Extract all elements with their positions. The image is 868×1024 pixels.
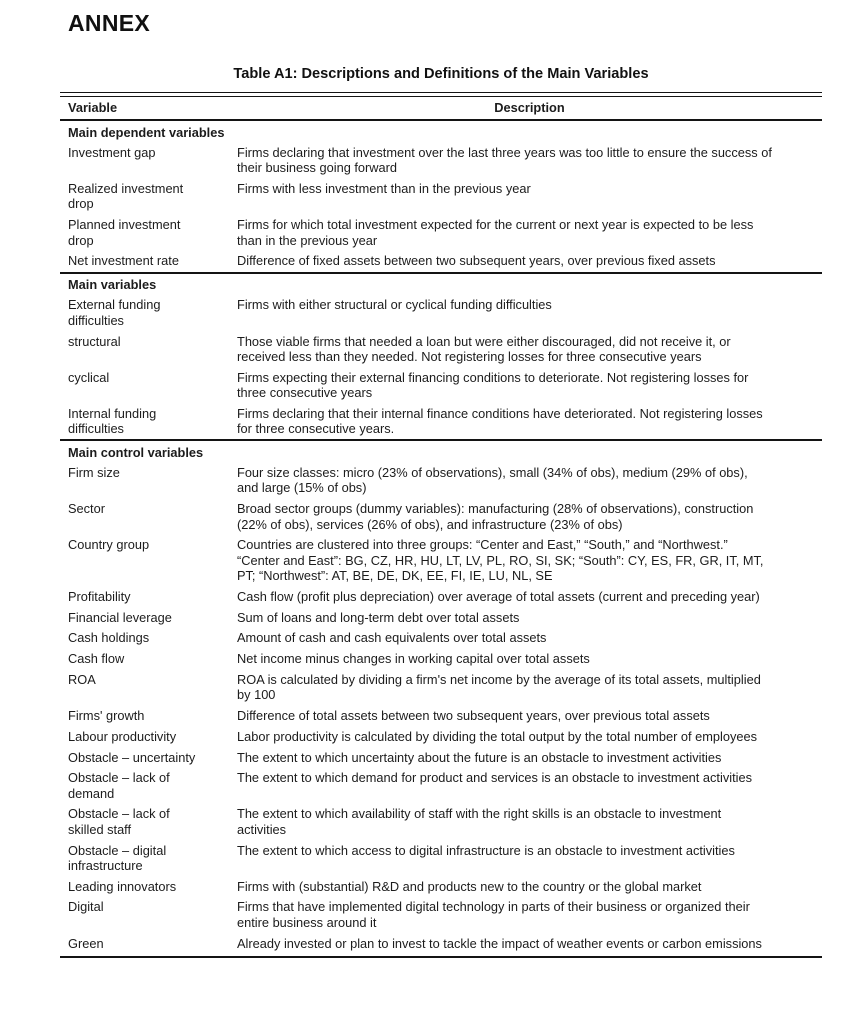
table-row bbox=[60, 669, 822, 705]
column-header-description: Description bbox=[494, 100, 565, 115]
table-row bbox=[60, 251, 822, 272]
variable-cell: Net investment rate bbox=[68, 253, 179, 269]
variable-cell: Realized investment drop bbox=[68, 181, 184, 212]
table-header-row bbox=[60, 97, 822, 121]
variable-cell: Planned investment drop bbox=[68, 217, 181, 248]
description-cell: Already invested or plan to invest to tackle the impact of weather events or carbon emissions bbox=[237, 935, 762, 951]
table-row bbox=[60, 586, 822, 607]
description-cell: The extent to which access to digital infrastructure is an obstacle to investment activities bbox=[237, 842, 735, 858]
description-cell: Firms declaring that their internal finance conditions have deteriorated. Not registering losses for three consecutive years. bbox=[237, 405, 763, 437]
section-header: Main control variables bbox=[60, 439, 822, 462]
variable-cell: Obstacle – uncertainty bbox=[68, 749, 196, 765]
description-cell: Firms expecting their external financing conditions to deteriorate. Not registering losses for three consecutive years bbox=[237, 369, 749, 400]
table-row bbox=[60, 726, 822, 747]
variable-cell: Obstacle – lack of demand bbox=[68, 770, 170, 801]
description-cell: Countries are clustered into three groups: “Center and East,” “South,” and “Northwest.” “Center and East”: BG, CZ, HR, HU, LT, LV, PL, RO, SI, SK; “South”: CY, ES, FR, GR, IT, MT, PT; “Northwest”: AT, BE, DE, DK, EE, FI, IE, LU, NL, SE bbox=[237, 537, 764, 583]
description-cell: Broad sector groups (dummy variables): manufacturing (28% of observations), construction (22% of obs), services (26% of obs), and infrastructure (23% of obs) bbox=[237, 501, 754, 532]
variable-cell: Internal funding difficulties bbox=[68, 405, 157, 437]
table-row bbox=[60, 463, 822, 499]
variable-cell: Labour productivity bbox=[68, 728, 177, 744]
table-row bbox=[60, 649, 822, 670]
variable-cell: Obstacle – digital infrastructure bbox=[68, 842, 167, 873]
column-header-variable: Variable bbox=[68, 100, 118, 115]
table-row bbox=[60, 143, 822, 179]
section-header: Main variables bbox=[60, 272, 822, 295]
description-cell: Those viable firms that needed a loan but were either discouraged, did not receive it, or received less than they needed. Not registering losses for three consecutive years bbox=[237, 333, 731, 364]
variable-cell: Firm size bbox=[68, 465, 120, 481]
description-cell: Labor productivity is calculated by dividing the total output by the total number of employees bbox=[237, 728, 757, 744]
section-header: Main dependent variables bbox=[68, 124, 225, 140]
table-row bbox=[60, 607, 822, 628]
annex-heading: ANNEX bbox=[68, 10, 151, 36]
table-row bbox=[60, 897, 822, 933]
table-row bbox=[60, 706, 822, 727]
variable-cell: Firms' growth bbox=[68, 708, 145, 723]
variable-cell: Cash holdings bbox=[68, 630, 150, 646]
description-cell: Sum of loans and long-term debt over total assets bbox=[237, 609, 520, 625]
table-row bbox=[60, 367, 822, 403]
description-cell: Difference of fixed assets between two subsequent years, over previous fixed assets bbox=[237, 253, 716, 269]
table-row bbox=[60, 215, 822, 251]
description-cell: The extent to which availability of staff with the right skills is an obstacle to investment activities bbox=[237, 806, 722, 837]
variable-cell: Sector bbox=[68, 501, 105, 517]
variable-cell: Financial leverage bbox=[68, 609, 172, 625]
table-row bbox=[60, 331, 822, 367]
table-row bbox=[60, 747, 822, 768]
variable-cell: Profitability bbox=[68, 588, 131, 604]
table-row bbox=[60, 876, 822, 897]
description-cell: The extent to which demand for product and services is an obstacle to investment activities bbox=[237, 770, 752, 786]
table-title: Table A1: Descriptions and Definitions of the Main Variables bbox=[233, 66, 649, 82]
description-cell: Firms declaring that investment over the last three years was too little to ensure the success of their business going forward bbox=[237, 145, 772, 176]
variable-cell: Country group bbox=[68, 537, 150, 553]
table-row bbox=[60, 768, 822, 804]
description-cell: Firms with (substantial) R&D and products new to the country or the global market bbox=[237, 878, 702, 894]
variable-cell: External funding difficulties bbox=[68, 297, 161, 328]
table-row bbox=[60, 179, 822, 215]
table-row bbox=[60, 499, 822, 535]
description-cell: ROA is calculated by dividing a firm's net income by the average of its total assets, multiplied by 100 bbox=[237, 671, 761, 703]
description-cell: Firms with less investment than in the previous year bbox=[237, 181, 531, 197]
variable-cell: Leading innovators bbox=[68, 878, 177, 894]
table-row bbox=[60, 535, 822, 586]
variable-cell: Digital bbox=[68, 899, 104, 915]
description-cell: The extent to which uncertainty about the future is an obstacle to investment activities bbox=[237, 749, 722, 765]
description-cell: Cash flow (profit plus depreciation) over average of total assets (current and preceding year) bbox=[237, 588, 760, 604]
table-body bbox=[60, 121, 822, 958]
description-cell: Net income minus changes in working capital over total assets bbox=[237, 651, 590, 667]
variables-table bbox=[60, 92, 822, 958]
variable-cell: Cash flow bbox=[68, 651, 125, 667]
variable-cell: Investment gap bbox=[68, 145, 156, 161]
description-cell: Firms with either structural or cyclical funding difficulties bbox=[237, 297, 552, 313]
variable-cell: ROA bbox=[68, 671, 96, 687]
description-cell: Firms for which total investment expected for the current or next year is expected to be less than in the previous year bbox=[237, 217, 754, 248]
table-row bbox=[60, 933, 822, 954]
table-row bbox=[60, 840, 822, 876]
variable-cell: Green bbox=[68, 935, 104, 951]
description-cell: Difference of total assets between two subsequent years, over previous total assets bbox=[237, 708, 710, 723]
variable-cell: cyclical bbox=[68, 369, 110, 385]
table-row bbox=[60, 804, 822, 840]
description-cell: Firms that have implemented digital technology in parts of their business or organized their entire business around it bbox=[237, 899, 750, 930]
description-cell: Amount of cash and cash equivalents over total assets bbox=[237, 630, 547, 646]
table-row bbox=[60, 403, 822, 439]
variable-cell: structural bbox=[68, 333, 121, 349]
table-row bbox=[60, 628, 822, 649]
variable-cell: Obstacle – lack of skilled staff bbox=[68, 806, 170, 837]
table-row bbox=[60, 295, 822, 331]
description-cell: Four size classes: micro (23% of observations), small (34% of obs), medium (29% of obs), and large (15% of obs) bbox=[237, 465, 748, 496]
